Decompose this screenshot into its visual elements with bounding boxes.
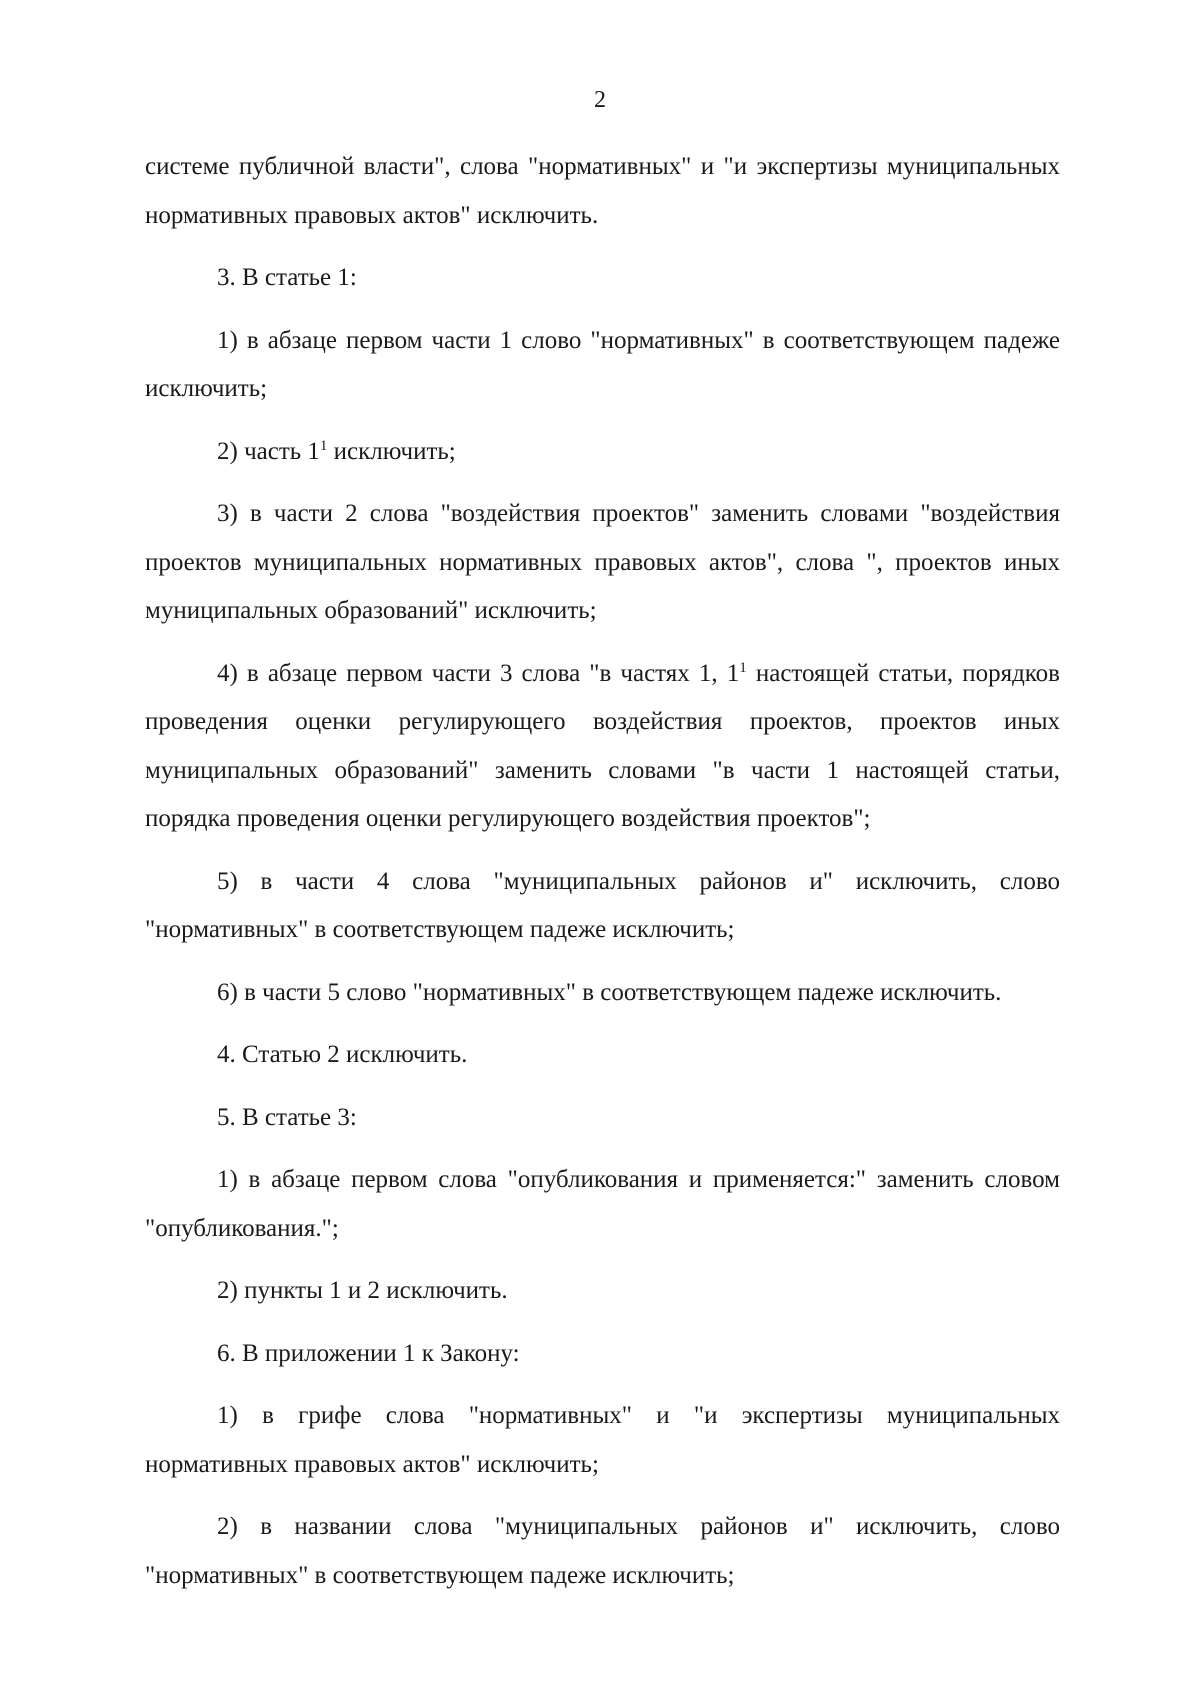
paragraph-subitem-3-1: 1) в абзаце первом части 1 слово "нормативных" в соответствующем падеже исключить; xyxy=(145,326,1060,402)
paragraph-subitem-3-6: 6) в части 5 слово "нормативных" в соответствующем падеже исключить. xyxy=(217,978,1002,1006)
paragraph-subitem-6-1: 1) в грифе слова "нормативных" и "и экспертизы муниципальных нормативных правовых актов" исключить; xyxy=(145,1402,1060,1478)
paragraph-text: 4) в абзаце первом части 3 слова "в частях 1, 1 xyxy=(217,659,740,687)
paragraph-item-5: 5. В статье 3: xyxy=(217,1103,357,1131)
paragraph-subitem-3-4 xyxy=(145,650,1060,844)
document-body xyxy=(145,143,1060,1614)
paragraph-text: исключить; xyxy=(327,437,456,465)
paragraph-text: 2) часть 1 xyxy=(217,437,320,465)
page-number: 2 xyxy=(594,87,606,113)
paragraph-subitem-3-5: 5) в части 4 слова "муниципальных районов и" исключить, слово "нормативных" в соответствующем падеже исключить; xyxy=(145,867,1060,943)
paragraph-text: настоящей статьи, порядков проведения оценки регулирующего воздействия проектов, проектов иных муниципальных образований" заменить словами "в части 1 настоящей статьи, порядка проведения оценки регулирующего воздействия проектов"; xyxy=(145,659,1060,832)
paragraph-subitem-5-1: 1) в абзаце первом слова "опубликования и применяется:" заменить словом "опубликования."; xyxy=(145,1166,1060,1242)
superscript: 1 xyxy=(319,437,328,454)
paragraph-item-6: 6. В приложении 1 к Закону: xyxy=(217,1339,520,1367)
paragraph-subitem-3-2 xyxy=(145,428,1060,477)
paragraph-continuation: системе публичной власти", слова "нормативных" и "и экспертизы муниципальных нормативных правовых актов" исключить. xyxy=(145,153,1060,229)
paragraph-subitem-6-2: 2) в названии слова "муниципальных районов и" исключить, слово "нормативных" в соответствующем падеже исключить; xyxy=(145,1513,1060,1589)
paragraph-item-4: 4. Статью 2 исключить. xyxy=(217,1041,468,1068)
superscript: 1 xyxy=(739,659,747,676)
paragraph-subitem-5-2: 2) пункты 1 и 2 исключить. xyxy=(217,1277,508,1304)
paragraph-item-3: 3. В статье 1: xyxy=(217,264,357,291)
paragraph-subitem-3-3: 3) в части 2 слова "воздействия проектов" заменить словами "воздействия проектов муниципальных нормативных правовых актов", слова ", проектов иных муниципальных образований" исключить; xyxy=(145,500,1060,624)
